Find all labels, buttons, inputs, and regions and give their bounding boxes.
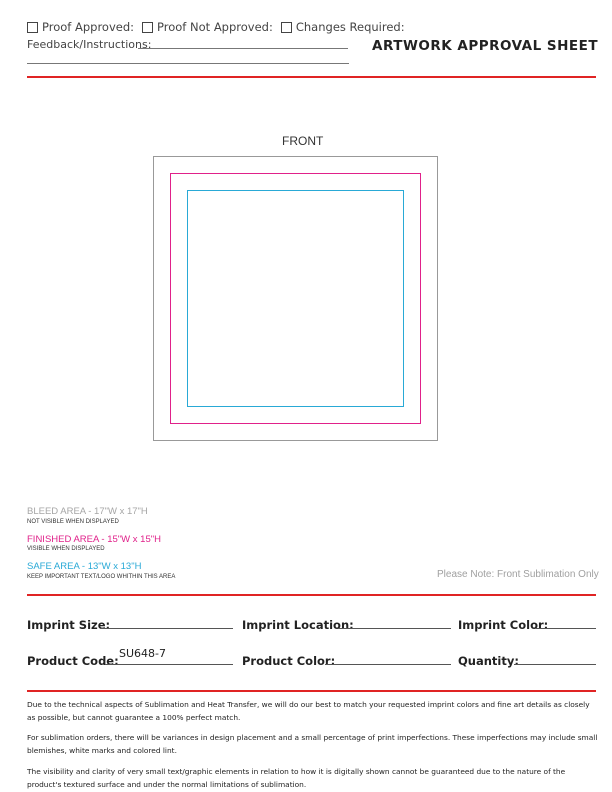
finished-area-subtitle: VISIBLE WHEN DISPLAYED (27, 546, 105, 552)
imprint-location-field[interactable] (338, 628, 451, 629)
product-color-field[interactable] (325, 664, 451, 665)
product-code-field[interactable] (105, 664, 233, 665)
quantity-field[interactable] (514, 664, 596, 665)
feedback-label: Feedback/Instructions: (27, 38, 152, 51)
changes-required-label: Changes Required: (295, 20, 405, 34)
proof-approved-checkbox[interactable] (27, 22, 38, 33)
safe-area-title: SAFE AREA - 13"W x 13"H (27, 561, 142, 572)
feedback-input-line-1[interactable] (138, 48, 348, 49)
proof-approved-label: Proof Approved: (42, 20, 135, 34)
quantity-label: Quantity: (458, 654, 519, 668)
view-label: FRONT (282, 134, 324, 148)
safe-area-subtitle: KEEP IMPORTANT TEXT/LOGO WHITHIN THIS AREA (27, 574, 176, 580)
header-divider (27, 76, 596, 78)
disclaimer-paragraph-2: For sublimation orders, there will be variances in design placement and a small percentage of print imperfections. These imperfections may include small blemishes, white marks and colored lint. (27, 733, 598, 755)
safe-area-box (187, 190, 404, 407)
proof-not-approved-checkbox[interactable] (142, 22, 153, 33)
feedback-input-line-2[interactable] (27, 63, 349, 64)
product-code-label: Product Code: (27, 654, 119, 668)
imprint-color-field[interactable] (536, 628, 596, 629)
approval-checkbox-row (27, 20, 413, 34)
form-divider (27, 690, 596, 692)
changes-required-option[interactable] (281, 20, 405, 34)
imprint-color-label: Imprint Color: (458, 618, 549, 632)
changes-required-checkbox[interactable] (281, 22, 292, 33)
bleed-area-subtitle: NOT VISIBLE WHEN DISPLAYED (27, 519, 119, 525)
proof-not-approved-option[interactable] (142, 20, 273, 34)
imprint-location-label: Imprint Location: (242, 618, 354, 632)
imprint-size-field[interactable] (101, 628, 233, 629)
finished-area-title: FINISHED AREA - 15"W x 15"H (27, 534, 161, 545)
proof-not-approved-label: Proof Not Approved: (157, 20, 273, 34)
bleed-area-title: BLEED AREA - 17"W x 17"H (27, 506, 148, 517)
imprint-size-label: Imprint Size: (27, 618, 111, 632)
legend-divider (27, 594, 596, 596)
product-color-label: Product Color: (242, 654, 336, 668)
disclaimer-paragraph-3: The visibility and clarity of very small text/graphic elements in relation to how it is digitally shown cannot be guaranteed due to the nature of the product's textured surface and under the normal limitations of sublimation. (27, 767, 566, 789)
page-title: ARTWORK APPROVAL SHEET (372, 38, 599, 54)
proof-approved-option[interactable] (27, 20, 134, 34)
sublimation-note: Please Note: Front Sublimation Only (437, 569, 599, 580)
product-code-value: SU648-7 (119, 647, 166, 660)
disclaimer-paragraph-1: Due to the technical aspects of Sublimation and Heat Transfer, we will do our best to match your requested imprint colors and fine art details as closely as possible, but cannot guarantee a 100% perfect match. (27, 700, 590, 722)
